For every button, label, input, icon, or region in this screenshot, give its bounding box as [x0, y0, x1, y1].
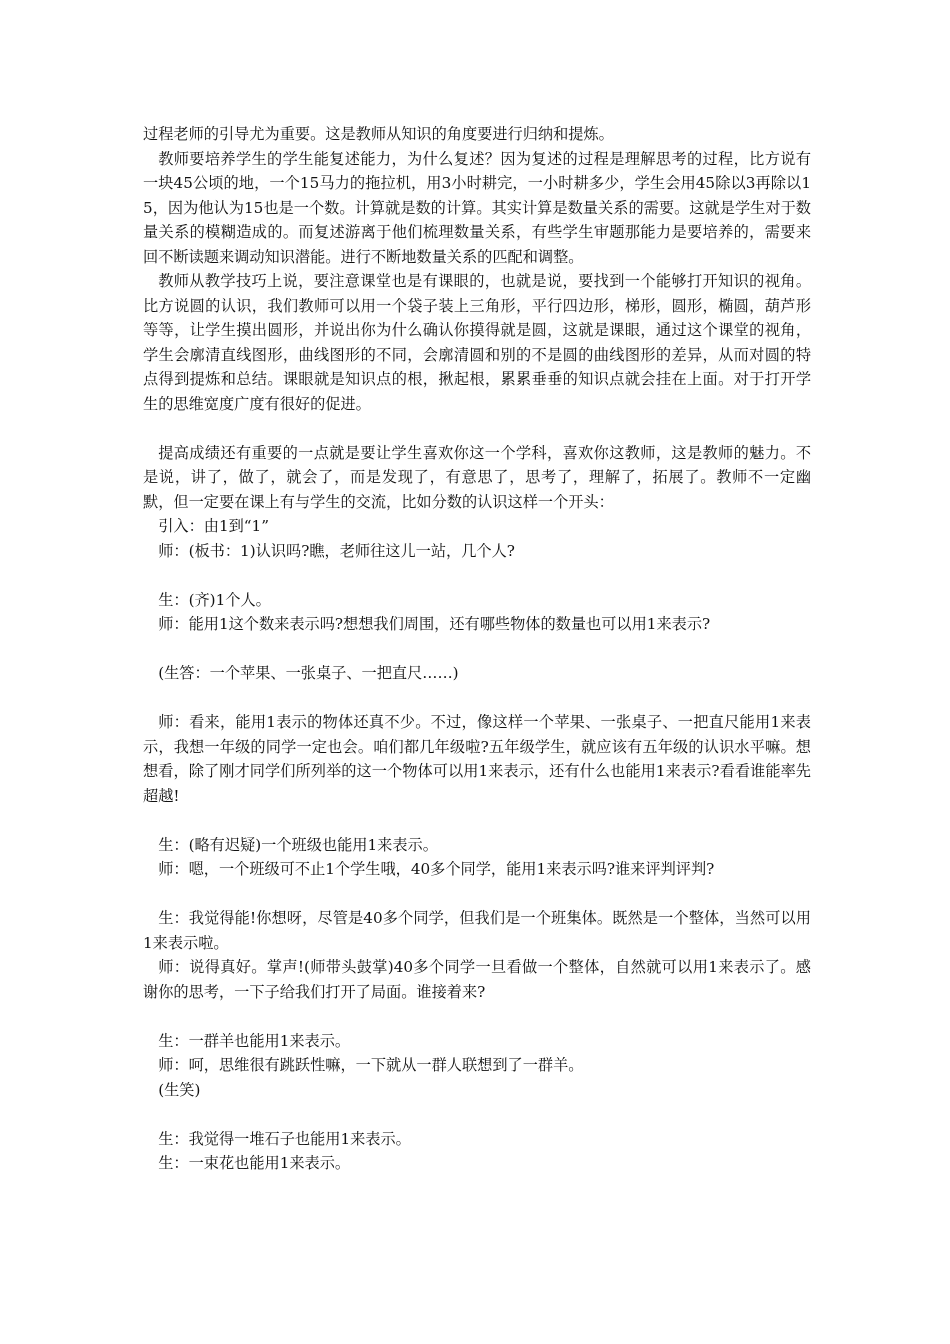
blank-line: [143, 1102, 811, 1127]
paragraph: 过程老师的引导尤为重要。这是教师从知识的角度要进行归纳和提炼。: [143, 125, 614, 143]
blank-line: [143, 637, 811, 662]
blank-line: [143, 808, 811, 833]
dialogue-line: 引入：由1到“1”: [158, 517, 269, 535]
dialogue-line: 师：说得真好。掌声!(师带头鼓掌)40多个同学一旦看做一个整体，自然就可以用1来表示了。感谢你的思考，一下子给我们打开了局面。谁接着来?: [143, 958, 811, 1001]
document-body: [143, 122, 811, 1176]
dialogue-line: 师：看来，能用1表示的物体还真不少。不过，像这样一个苹果、一张桌子、一把直尺能用1来表示，我想一年级的同学一定也会。咱们都几年级啦?五年级学生，就应该有五年级的认识水平嘛。想想看，除了刚才同学们所列举的这一个物体可以用1来表示，还有什么也能用1来表示?看看谁能率先超越!: [143, 713, 811, 805]
blank-line: [143, 416, 811, 441]
dialogue-line: 生：(略有迟疑)一个班级也能用1来表示。: [158, 835, 438, 854]
dialogue-line: (生笑): [158, 1080, 201, 1099]
dialogue-line: (生答：一个苹果、一张桌子、一把直尺……): [158, 664, 459, 682]
dialogue-line: 师：嗯，一个班级可不止1个学生哦，40多个同学，能用1来表示吗?谁来评判评判?: [158, 860, 715, 878]
dialogue-line: 生：我觉得能!你想呀，尽管是40多个同学，但我们是一个班集体。既然是一个整体，当然可以用1来表示啦。: [143, 909, 811, 952]
dialogue-line: 师：(板书：1)认识吗?瞧，老师往这儿一站，几个人?: [158, 541, 515, 560]
dialogue-line: 师：能用1这个数来表示吗?想想我们周围，还有哪些物体的数量也可以用1来表示?: [158, 615, 711, 633]
paragraph: 提高成绩还有重要的一点就是要让学生喜欢你这一个学科，喜欢你这教师，这是教师的魅力。不是说，讲了，做了，就会了，而是发现了，有意思了，思考了，理解了，拓展了。教师不一定幽默，但一定要在课上有与学生的交流，比如分数的认识这样一个开头：: [143, 443, 811, 511]
blank-line: [143, 563, 811, 588]
paragraph: 教师从教学技巧上说，要注意课堂也是有课眼的，也就是说，要找到一个能够打开知识的视角。比方说圆的认识，我们教师可以用一个袋子装上三角形，平行四边形，梯形，圆形，椭圆，葫芦形等等，让学生摸出圆形，并说出你为什么确认你摸得就是圆，这就是课眼，通过这个课堂的视角，学生会廓清直线图形，曲线图形的不同，会廓清圆和别的不是圆的曲线图形的差异，从而对圆的特点得到提炼和总结。课眼就是知识点的根，揪起根，累累垂垂的知识点就会挂在上面。对于打开学生的思维宽度广度有很好的促进。: [143, 272, 811, 413]
blank-line: [143, 1004, 811, 1029]
dialogue-line: 生：我觉得一堆石子也能用1来表示。: [158, 1129, 411, 1148]
dialogue-line: 生：一群羊也能用1来表示。: [158, 1031, 351, 1050]
dialogue-line: 生：一束花也能用1来表示。: [158, 1154, 351, 1172]
dialogue-line: 生：(齐)1个人。: [158, 590, 271, 609]
paragraph: 教师要培养学生的学生能复述能力，为什么复述？因为复述的过程是理解思考的过程，比方说有一块45公顷的地，一个15马力的拖拉机，用3小时耕完，一小时耕多少，学生会用45除以3再除以15，因为他认为15也是一个数。计算就是数的计算。其实计算是数量关系的需要。这就是学生对于数量关系的模糊造成的。而复述游离于他们梳理数量关系，有些学生审题那能力是要培养的，需要来回不断读题来调动知识潜能。进行不断地数量关系的匹配和调整。: [143, 149, 811, 266]
dialogue-line: 师：呵，思维很有跳跃性嘛，一下就从一群人联想到了一群羊。: [158, 1056, 584, 1074]
blank-line: [143, 882, 811, 907]
blank-line: [143, 686, 811, 711]
